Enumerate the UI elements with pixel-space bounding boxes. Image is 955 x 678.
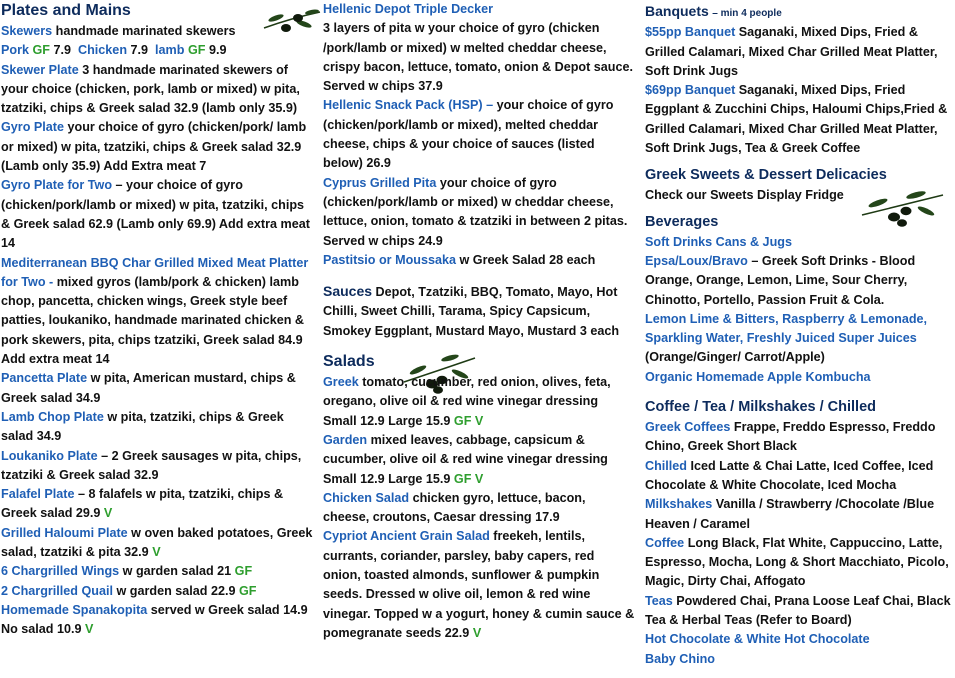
item-desc: Saganaki, Mixed Dips, Fried & Grilled Calamari, Mixed Char Grilled Meat Platter, Soft Drink Jugs (645, 25, 938, 78)
menu-item-teas (645, 592, 955, 631)
item-name: $55pp Banquet (645, 25, 736, 40)
menu-item-chicken-salad (323, 489, 635, 528)
menu-item-epsa (645, 252, 955, 310)
menu-item-gyro-plate-two (1, 176, 313, 253)
menu-item-garden-salad (323, 431, 635, 489)
item-name: $69pp Banquet (645, 83, 736, 98)
item-desc: w garden salad 21 (122, 564, 232, 579)
item-name: 6 Chargrilled Wings (1, 564, 120, 579)
item-name: Loukaniko Plate (1, 448, 98, 463)
item-desc: your choice of gyro (chicken/pork/lamb or mixed) w cheddar cheese, lettuce, onion, tomato & tzatziki in between 2 pitas. Served w chips 24.9 (323, 175, 628, 248)
item-desc: Vanilla / Strawberry /Chocolate /Blue Heaven / Caramel (645, 497, 935, 531)
gf-v-tag: GF V (453, 471, 484, 486)
menu-item-falafel-plate (1, 485, 313, 524)
menu-item-bbq-platter (1, 254, 313, 370)
menu-item-soft-drinks (645, 233, 955, 252)
item-desc: your choice of gyro (chicken/pork/lamb or mixed), melted cheddar cheese, chips & your choice of sauces (listed below) 26.9 (323, 98, 614, 171)
plates-mains-heading: Plates and Mains (1, 2, 131, 19)
item-name: Chicken Salad (323, 490, 410, 505)
item-desc: mixed leaves, cabbage, capsicum & cucumber, olive oil & red wine vinegar dressing Small 12.9 Large 15.9 (323, 432, 608, 486)
vegetarian-tag: V (472, 625, 482, 640)
salads-heading: Salads (323, 353, 375, 371)
menu-item-skewer-plate (1, 61, 313, 119)
item-name: Milkshakes (645, 497, 713, 512)
gf-v-tag: GF V (453, 413, 484, 428)
banquets-heading: Banquets (645, 3, 709, 19)
item-name: Hellenic Depot Triple Decker (323, 2, 494, 16)
menu-item-babychino (645, 650, 955, 669)
banquets-note: – min 4 people (712, 8, 782, 19)
menu-item-spanakopita (1, 601, 313, 640)
sweets-heading: Greek Sweets & Dessert Delicacies (645, 167, 887, 184)
lamb-label: lamb (155, 43, 185, 58)
gf-tag: GF (234, 564, 253, 579)
olive-branch-icon (262, 6, 322, 36)
item-desc: – 8 falafels w pita, tzatziki, chips & Greek salad 29.9 (1, 487, 284, 521)
item-name: Lemon Lime & Bitters, Raspberry & Lemonade, Sparkling Water, Freshly Juiced Super Juices (645, 311, 928, 346)
menu-item-pastitsio (323, 251, 635, 270)
menu-item-chilled (645, 457, 955, 496)
item-name: Falafel Plate (1, 487, 75, 502)
sauces-heading: Sauces (323, 283, 373, 300)
item-name: Epsa/Loux/Bravo (645, 253, 748, 268)
gf-tag: GF (187, 43, 206, 58)
item-name: Cypriot Ancient Grain Salad (323, 529, 490, 544)
item-name: Pastitsio or Moussaka (323, 252, 456, 267)
chicken-price: 7.9 (130, 43, 149, 58)
menu-item-banquet-69 (645, 81, 955, 158)
item-desc: Long Black, Flat White, Cappuccino, Latte, Espresso, Mocha, Long & Short Macchiato, Picolo, Magic, Dirty Chai, Affogato (645, 535, 949, 589)
beverages-heading: Beverages (645, 213, 719, 230)
gf-tag: GF (238, 583, 257, 598)
item-name: Homemade Spanakopita (1, 602, 148, 617)
item-desc: Iced Latte & Chai Latte, Iced Coffee, Iced Chocolate & White Chocolate, Iced Mocha (645, 458, 934, 492)
banquets-header (645, 0, 955, 23)
menu-item-greek-salad (323, 373, 635, 431)
item-desc: w garden salad 22.9 (116, 583, 236, 598)
pork-label: Pork (1, 43, 29, 58)
menu-item-lamb-chop-plate (1, 408, 313, 447)
vegetarian-tag: V (152, 545, 161, 560)
menu-item-coffee (645, 534, 955, 592)
gf-tag: GF (32, 43, 50, 58)
column-plates-mains (1, 0, 313, 640)
item-name: Lamb Chop Plate (1, 409, 104, 424)
item-desc: w pita, American mustard, chips & Greek salad 34.9 (1, 371, 296, 405)
item-name: Skewer Plate (1, 62, 79, 77)
pork-price: 7.9 (53, 43, 72, 58)
vegetarian-tag: V (103, 506, 113, 521)
item-desc: – Greek Soft Drinks - Blood Orange, Orange, Lemon, Lime, Sour Cherry, Chinotto, Portello, Passion Fruit & Cola. (645, 253, 916, 307)
item-desc: w Greek Salad 28 each (459, 252, 596, 267)
item-name: Hot Chocolate & White Hot Chocolate (645, 632, 870, 647)
menu-item-pancetta-plate (1, 369, 313, 408)
column-banquets-drinks (645, 0, 955, 669)
item-name: Hellenic Snack Pack (HSP) – (323, 98, 494, 113)
item-desc: freekeh, lentils, currants, coriander, parsley, baby capers, red onion, toasted almonds, sunflower & pumpkin seeds. Dressed w olive oil, lemon & red wine vinegar. Topped w a yogurt, honey & cumin sauce & pomegranate seeds 22.9 (323, 529, 635, 640)
coffee-heading: Coffee / Tea / Milkshakes / Chilled (645, 399, 876, 416)
item-name: Greek Coffees (645, 420, 731, 435)
item-name: Coffee (645, 535, 685, 550)
sweets-desc: Check our Sweets Display Fridge (645, 188, 844, 203)
menu-item-haloumi-plate (1, 524, 313, 563)
menu-item-gyro-plate (1, 118, 313, 176)
item-name: Skewers (1, 24, 53, 38)
menu-item-greek-coffees (645, 418, 955, 457)
column-pitas-salads (323, 0, 635, 643)
item-name: Gyro Plate for Two (1, 178, 113, 193)
chicken-label: Chicken (78, 43, 128, 58)
item-desc: Saganaki, Mixed Dips, Fried Eggplant & Zucchini Chips, Haloumi Chips,Fried & Grilled Calamari, Mixed Char Grilled Meat Platter, Soft Drink Jugs, Tea & Greek Coffee (645, 83, 948, 156)
item-name: Cyprus Grilled Pita (323, 175, 437, 190)
item-name: Soft Drinks Cans & Jugs (645, 234, 792, 249)
item-desc: served w Greek salad 14.9 No salad 10.9 (1, 602, 308, 637)
item-name: Teas (645, 593, 673, 608)
vegetarian-tag: V (85, 622, 94, 637)
menu-item-lemon-lime (645, 310, 955, 368)
item-desc: – 2 Greek sausages w pita, chips, tzatziki & Greek salad 32.9 (1, 448, 302, 482)
item-name: Mediterranean BBQ Char Grilled Mixed Meat Platter for Two - (1, 255, 309, 289)
menu-item-loukaniko-plate (1, 447, 313, 486)
item-desc: w oven baked potatoes, Greek salad, tzatziki & pita 32.9 (1, 525, 313, 560)
item-desc: Frappe, Freddo Espresso, Freddo Chino, Greek Short Black (645, 420, 936, 454)
menu-item-kombucha (645, 368, 955, 387)
item-name: 2 Chargrilled Quail (1, 583, 113, 598)
menu-item-quail (1, 582, 313, 601)
item-name: Grilled Haloumi Plate (1, 525, 128, 540)
skewer-prices (1, 41, 313, 60)
item-desc: handmade marinated skewers (55, 24, 236, 38)
menu-item-hot-chocolate (645, 630, 955, 649)
item-name: Pancetta Plate (1, 371, 88, 386)
menu-item-milkshakes (645, 495, 955, 534)
item-desc: Powdered Chai, Prana Loose Leaf Chai, Black Tea & Herbal Teas (Refer to Board) (645, 593, 951, 628)
menu-item-wings (1, 562, 313, 581)
item-desc: – your choice of gyro (chicken/pork/lamb or mixed) w pita, tzatziki, chips & Greek salad 62.9 (Lamb only 69.9) Add extra meat 14 (1, 178, 310, 251)
menu-item-banquet-55 (645, 23, 955, 81)
item-name: Garden (323, 432, 368, 447)
menu-item-triple-decker (323, 0, 635, 96)
item-name: Gyro Plate (1, 120, 64, 135)
item-name: Organic Homemade Apple Kombucha (645, 369, 871, 384)
menu-item-cyprus-pita (323, 174, 635, 251)
item-desc: mixed gyros (lamb/pork & chicken) lamb chop, pancetta, chicken wings, Greek style beef patties, loukaniko, handmade marinated chicken & pork skewers, pita, chips tzatziki, Greek salad 84.9 Add extra meat 14 (1, 274, 305, 367)
item-name: Chilled (645, 458, 687, 473)
item-desc: tomato, cucumber, red onion, olives, feta, oregano, olive oil & red wine vinegar dressing Small 12.9 Large 15.9 (323, 375, 611, 428)
lamb-price: 9.9 (208, 43, 227, 58)
item-desc: (Orange/Ginger/ Carrot/Apple) (645, 350, 825, 365)
item-name: Baby Chino (645, 651, 715, 666)
menu-item-cypriot-salad (323, 527, 635, 643)
item-desc: 3 handmade marinated skewers of your choice (chicken, pork, lamb or mixed) w pita, tzatziki, chips & Greek salad 32.9 (lamb only 35.9) (1, 62, 300, 116)
item-name: Greek (323, 375, 359, 390)
menu-item-snack-pack (323, 96, 635, 173)
sauces-section (323, 280, 635, 341)
sauces-desc: Depot, Tzatziki, BBQ, Tomato, Mayo, Hot Chilli, Sweet Chilli, Tarama, Spicy Capsicum, Smokey Eggplant, Mustard Mayo, Mustard 3 each (323, 285, 620, 338)
item-desc: chicken gyro, lettuce, bacon, cheese, croutons, Caesar dressing 17.9 (323, 490, 586, 525)
item-desc: your choice of gyro (chicken/pork/ lamb or mixed) w pita, tzatziki, chips & Greek salad 32.9 (Lamb only 35.9) Add Extra meat 7 (1, 120, 307, 174)
item-desc: 3 layers of pita w your choice of gyro (chicken /pork/lamb or mixed) w melted cheddar cheese, crispy bacon, lettuce, tomato, onion & Depot sauce. Served w chips 37.9 (323, 21, 633, 94)
item-desc: w pita, tzatziki, chips & Greek salad 34.9 (1, 409, 284, 444)
